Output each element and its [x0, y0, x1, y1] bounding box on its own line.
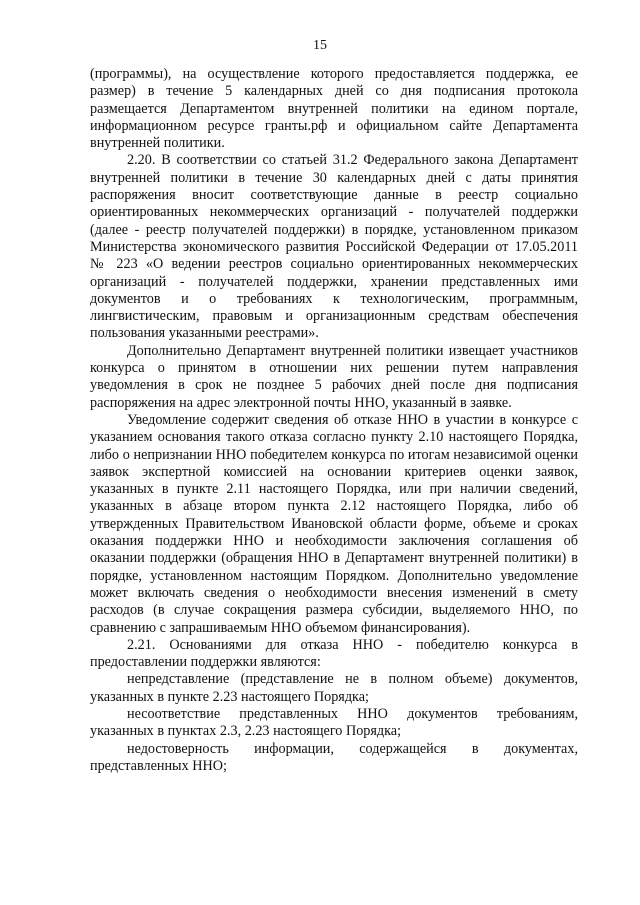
paragraph-2-20: 2.20. В соответствии со статьей 31.2 Федерального закона Департамент внутренней политики в течение 30 календарных дней с даты принятия распоряжения вносит соответствующие данные в реестр социально ориентированных некоммерческих организаций - получателей поддержки (далее - реестр получателей поддержки) в порядке, установленном приказом Министерства экономического развития Российской Федерации от 17.05.2011 № 223 «О ведении реестров социально ориентированных некоммерческих организаций - получателей поддержки, хранении представленных ими документов и о требованиях к технологическим, программным, лингвистическим, правовым и организационным средствам обеспечения пользования указанными реестрами».: [90, 152, 578, 342]
list-item-refusal-1: непредставление (представление не в полном объеме) документов, указанных в пункте 2.23 настоящего Порядка;: [90, 671, 578, 705]
document-body: [90, 66, 578, 775]
list-item-refusal-2: несоответствие представленных ННО документов требованиям, указанных в пунктах 2.3, 2.23 настоящего Порядка;: [90, 705, 578, 740]
paragraph-2-21: 2.21. Основаниями для отказа ННО - победителю конкурса в предоставлении поддержки являются:: [90, 636, 578, 671]
list-item-refusal-3: недостоверность информации, содержащейся в документах, представленных ННО;: [90, 740, 578, 774]
paragraph-notification: Дополнительно Департамент внутренней политики извещает участников конкурса о принятом в отношении них решении путем направления уведомления в срок не позднее 5 рабочих дней после дня подписания распоряжения на адрес электронной почты ННО, указанный в заявке.: [90, 342, 578, 411]
page-number: 15: [313, 38, 327, 53]
paragraph-notification-contents: Уведомление содержит сведения об отказе ННО в участии в конкурсе с указанием основания такого отказа согласно пункту 2.10 настоящего Порядка, либо о непризнании ННО победителем конкурса по итогам независимой оценки заявок экспертной комиссией на основании критериев оценки заявок, указанных в пункте 2.11 настоящего Порядка, или при наличии сведений, указанных в абзаце втором пункта 2.12 настоящего Порядка, либо об утвержденных Правительством Ивановской области форме, объеме и сроках оказания поддержки ННО и необходимости заключения соглашения об оказании поддержки (обращения ННО в Департамент внутренней политики) в порядке, установленном настоящим Порядком. Дополнительно уведомление может включать сведения о необходимости внесения изменений в смету расходов (в случае сокращения размера субсидии, выделяемого ННО, по сравнению с запрашиваемым ННО объемом финансирования).: [90, 411, 578, 636]
paragraph-continuation: (программы), на осуществление которого предоставляется поддержка, ее размер) в течение 5 календарных дней со дня подписания протокола размещается Департаментом внутренней политики на едином портале, информационном ресурсе гранты.рф и официальном сайте Департамента внутренней политики.: [90, 66, 578, 152]
